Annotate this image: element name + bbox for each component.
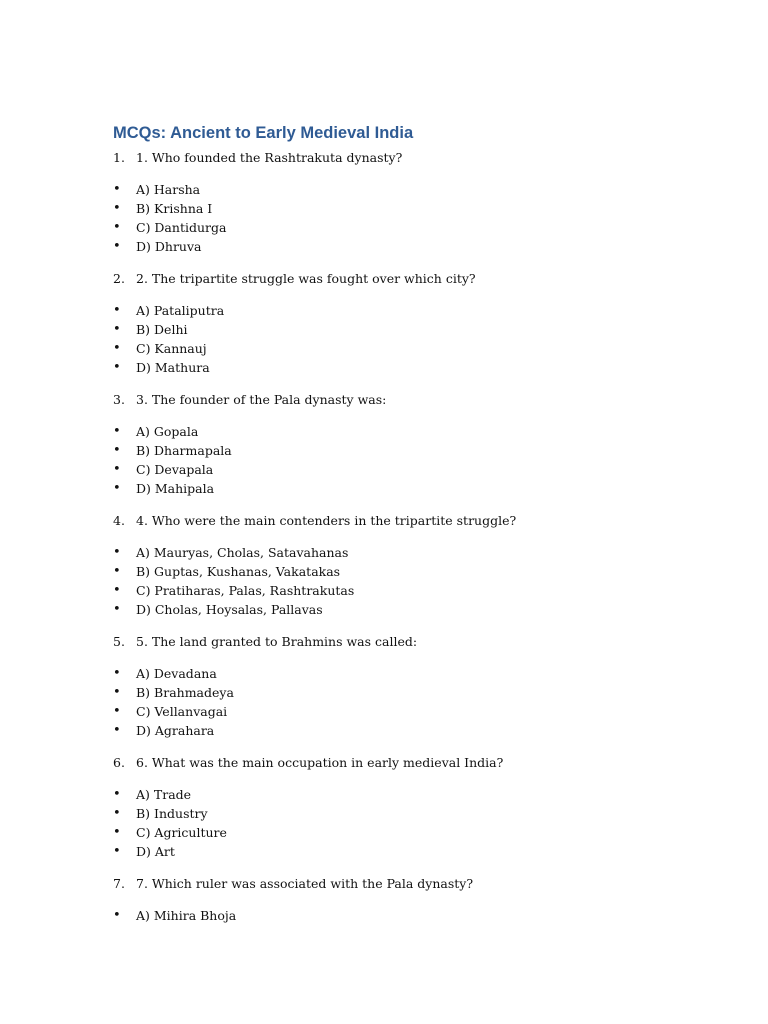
question-number: 3. [113,392,125,407]
bullet-icon: • [113,787,121,802]
option-item [113,842,713,861]
question-list [113,148,713,938]
question-line [113,148,713,167]
option-text: A) Mihira Bhoja [136,908,237,923]
option-text: C) Dantidurga [136,220,227,235]
option-text: A) Trade [136,787,192,802]
question-item [113,511,713,619]
option-text: D) Art [136,844,175,859]
bullet-icon: • [113,182,121,197]
question-text: 3. The founder of the Pala dynasty was: [136,392,387,407]
bullet-icon: • [113,602,121,617]
option-text: D) Cholas, Hoysalas, Pallavas [136,602,323,617]
question-number: 7. [113,876,125,891]
bullet-icon: • [113,666,121,681]
option-text: B) Guptas, Kushanas, Vakatakas [136,564,341,579]
option-list [113,422,713,498]
question-text: 5. The land granted to Brahmins was called: [136,634,418,649]
question-item [113,632,713,740]
option-text: C) Agriculture [136,825,227,840]
option-text: A) Gopala [136,424,199,439]
option-item [113,785,713,804]
bullet-icon: • [113,825,121,840]
question-number: 1. [113,150,125,165]
question-line [113,390,713,409]
option-text: B) Dharmapala [136,443,232,458]
option-text: B) Industry [136,806,208,821]
bullet-icon: • [113,239,121,254]
option-item [113,581,713,600]
option-item [113,441,713,460]
question-text: 7. Which ruler was associated with the Pala dynasty? [136,876,474,891]
bullet-icon: • [113,303,121,318]
bullet-icon: • [113,723,121,738]
option-item [113,218,713,237]
option-item [113,721,713,740]
question-item [113,753,713,861]
option-list [113,543,713,619]
option-item [113,301,713,320]
option-text: A) Pataliputra [136,303,225,318]
bullet-icon: • [113,201,121,216]
option-text: B) Delhi [136,322,188,337]
question-line [113,632,713,651]
bullet-icon: • [113,220,121,235]
question-line [113,269,713,288]
bullet-icon: • [113,844,121,859]
option-item [113,479,713,498]
option-text: C) Pratiharas, Palas, Rashtrakutas [136,583,355,598]
question-number: 2. [113,271,125,286]
question-item [113,269,713,377]
bullet-icon: • [113,545,121,560]
question-text: 2. The tripartite struggle was fought over which city? [136,271,476,286]
bullet-icon: • [113,704,121,719]
option-text: A) Mauryas, Cholas, Satavahanas [136,545,349,560]
question-item [113,390,713,498]
bullet-icon: • [113,424,121,439]
bullet-icon: • [113,443,121,458]
bullet-icon: • [113,583,121,598]
option-item [113,460,713,479]
question-number: 4. [113,513,125,528]
question-item [113,874,713,925]
option-item [113,199,713,218]
option-list [113,180,713,256]
question-text: 1. Who founded the Rashtrakuta dynasty? [136,150,403,165]
option-text: C) Devapala [136,462,214,477]
option-text: B) Krishna I [136,201,213,216]
question-text: 4. Who were the main contenders in the tripartite struggle? [136,513,517,528]
option-item [113,422,713,441]
option-text: D) Agrahara [136,723,215,738]
option-item [113,600,713,619]
option-item [113,237,713,256]
option-list [113,906,713,925]
bullet-icon: • [113,462,121,477]
option-item [113,358,713,377]
question-line [113,753,713,772]
option-item [113,823,713,842]
option-text: A) Harsha [136,182,201,197]
question-number: 6. [113,755,125,770]
question-item [113,148,713,256]
option-list [113,664,713,740]
bullet-icon: • [113,685,121,700]
bullet-icon: • [113,322,121,337]
option-item [113,339,713,358]
option-text: B) Brahmadeya [136,685,234,700]
option-item [113,180,713,199]
option-list [113,301,713,377]
option-item [113,320,713,339]
option-text: C) Vellanvagai [136,704,228,719]
bullet-icon: • [113,481,121,496]
question-line [113,511,713,530]
option-item [113,804,713,823]
option-item [113,906,713,925]
option-item [113,702,713,721]
question-number: 5. [113,634,125,649]
bullet-icon: • [113,908,121,923]
option-item [113,562,713,581]
option-list [113,785,713,861]
document-title: MCQs: Ancient to Early Medieval India [113,124,414,142]
bullet-icon: • [113,806,121,821]
option-item [113,543,713,562]
bullet-icon: • [113,564,121,579]
question-line [113,874,713,893]
question-text: 6. What was the main occupation in early medieval India? [136,755,504,770]
option-text: D) Mathura [136,360,210,375]
option-item [113,683,713,702]
option-item [113,664,713,683]
bullet-icon: • [113,360,121,375]
bullet-icon: • [113,341,121,356]
option-text: D) Mahipala [136,481,215,496]
option-text: A) Devadana [136,666,217,681]
option-text: D) Dhruva [136,239,202,254]
option-text: C) Kannauj [136,341,207,356]
